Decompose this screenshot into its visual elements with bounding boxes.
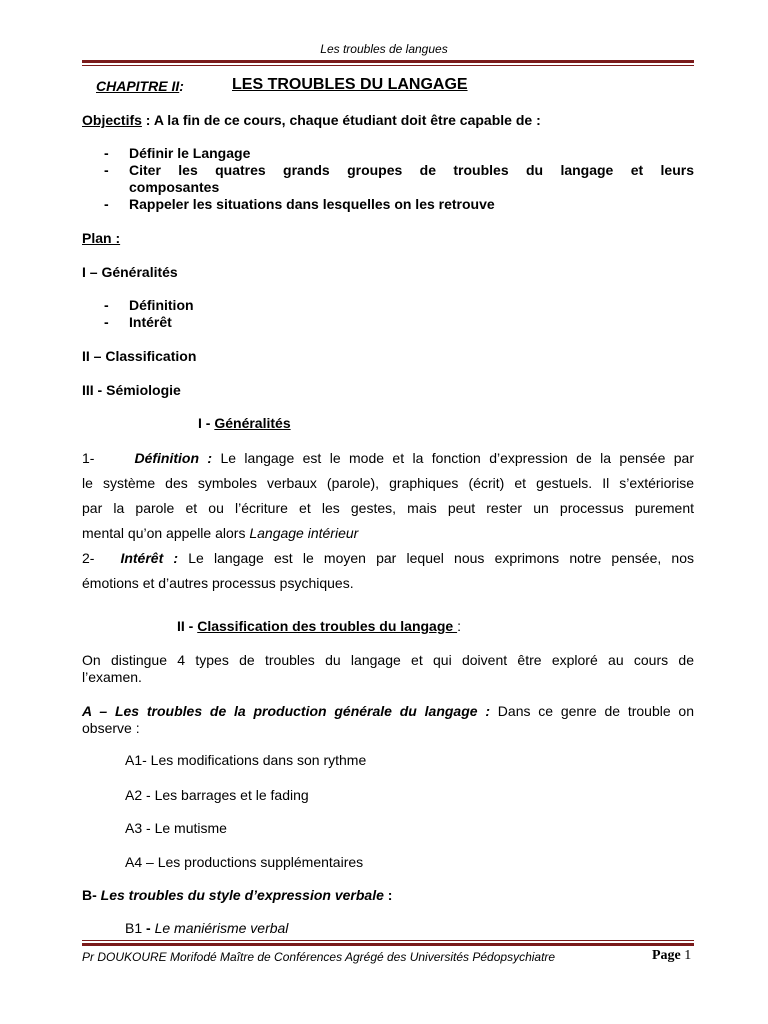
header-rule-thin bbox=[82, 65, 694, 66]
group-a-item: A3 - Le mutisme bbox=[125, 820, 227, 836]
plan-section-3: III - Sémiologie bbox=[82, 382, 181, 398]
running-header: Les troubles de langues bbox=[320, 42, 448, 56]
chapter-title: LES TROUBLES DU LANGAGE bbox=[232, 76, 468, 93]
classification-intro-2: l’examen. bbox=[82, 669, 142, 685]
objectives-heading: Objectifs : A la fin de ce cours, chaque étudiant doit être capable de : bbox=[82, 112, 541, 128]
definition-line-3: par la parole et ou l’écriture et les gestes, mais peut rester un processus purement bbox=[82, 500, 694, 516]
group-b-heading: B- Les troubles du style d’expression verbale : bbox=[82, 887, 393, 903]
chapter-label: CHAPITRE II: bbox=[96, 78, 184, 94]
header-rule-thick bbox=[82, 60, 694, 63]
definition-line-2: le système des symboles verbaux (parole), graphiques (écrit) et gestuels. Il s’extériorise bbox=[82, 475, 694, 491]
footer-rule-thick bbox=[82, 943, 694, 946]
definition-line-4: mental qu’on appelle alors Langage intérieur bbox=[82, 525, 359, 541]
definition-line-1: 1- Définition : Le langage est le mode et la fonction d’expression de la pensée par bbox=[82, 450, 694, 466]
section-1-heading: I - Généralités bbox=[198, 415, 291, 431]
group-a-line-2: observe : bbox=[82, 720, 140, 736]
interest-line-2: émotions et d’autres processus psychiques. bbox=[82, 575, 354, 591]
plan-section-2: II – Classification bbox=[82, 348, 197, 364]
group-b-item: B1 - Le maniérisme verbal bbox=[125, 920, 289, 936]
group-a-item: A1- Les modifications dans son rythme bbox=[125, 752, 367, 768]
classification-intro-1: On distingue 4 types de troubles du langage et qui doivent être exploré au cours de bbox=[82, 652, 694, 668]
footer-rule-thin bbox=[82, 940, 694, 941]
interest-line-1: 2- Intérêt : Le langage est le moyen par lequel nous exprimons notre pensée, nos bbox=[82, 550, 694, 566]
footer-author: Pr DOUKOURE Morifodé Maître de Conférences Agrégé des Universités Pédopsychiatre bbox=[82, 950, 556, 964]
plan-heading: Plan : bbox=[82, 230, 121, 246]
group-a-item: A2 - Les barrages et le fading bbox=[125, 787, 309, 803]
plan-section-1: I – Généralités bbox=[82, 264, 178, 280]
page-number: Page 1 bbox=[652, 948, 692, 963]
group-a-item: A4 – Les productions supplémentaires bbox=[125, 854, 364, 870]
section-2-heading: II - Classification des troubles du langage : bbox=[177, 618, 461, 634]
group-a-line-1: A – Les troubles de la production générale du langage : Dans ce genre de trouble on bbox=[82, 703, 694, 719]
